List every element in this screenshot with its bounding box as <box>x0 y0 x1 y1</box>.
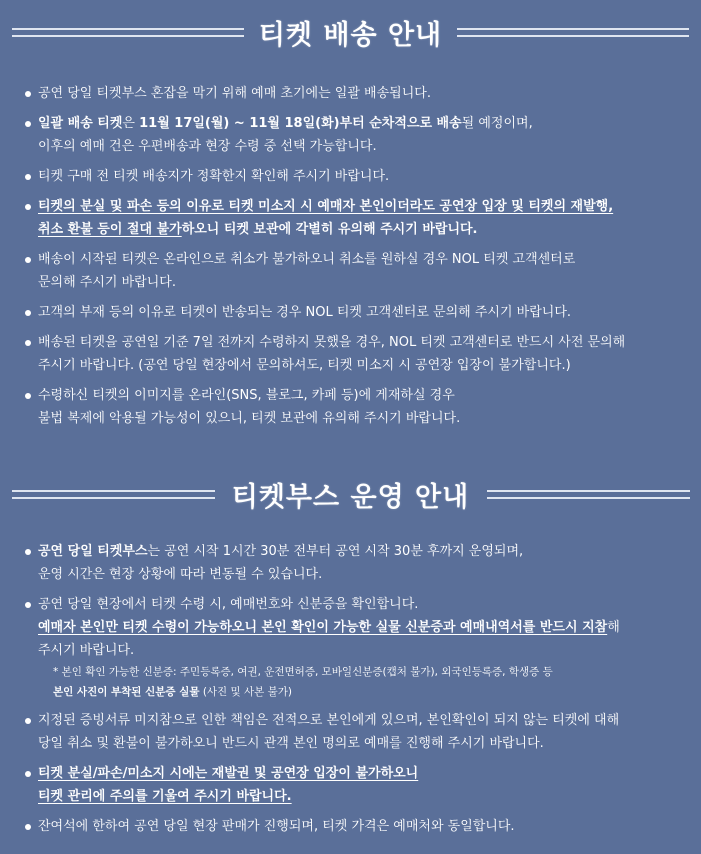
notice-text: 하오니 티켓 보관에 각별히 유의해 주시기 바랍니다. <box>181 222 478 237</box>
notice-text: 티켓 구매 전 티켓 배송지가 정확한지 확인해 주시기 바랍니다. <box>38 169 390 184</box>
notice-line <box>38 354 697 377</box>
notice-item <box>25 112 697 158</box>
notice-line <box>38 815 697 838</box>
notice-line <box>38 540 697 563</box>
header-rule-right <box>487 490 690 499</box>
notice-text: 일괄 배송 티켓 <box>38 116 123 131</box>
notice-line <box>38 732 697 755</box>
bullet-icon <box>25 718 31 724</box>
notice-line <box>38 218 697 241</box>
notice-line <box>38 785 697 808</box>
notice-line <box>38 407 697 430</box>
bullet-icon <box>25 549 31 555</box>
notice-line <box>38 331 697 354</box>
bullet-icon <box>25 91 31 97</box>
delivery-notice-list <box>25 82 697 437</box>
bullet-icon <box>25 824 31 830</box>
bullet-icon <box>25 340 31 346</box>
notice-text: 주시기 바랍니다. <box>38 643 135 658</box>
notice-line <box>38 112 697 135</box>
notice-text: 예매자 본인만 티켓 수령이 가능하오니 본인 확인이 가능한 실물 신분증과 예매내역서를 반드시 지참 <box>38 620 608 635</box>
notice-text: 잔여석에 한하여 공연 당일 현장 판매가 진행되며, 티켓 가격은 예매처와 동일합니다. <box>38 819 515 834</box>
notice-line <box>38 709 697 732</box>
notice-line <box>38 384 697 407</box>
notice-text: 공연 당일 티켓부스 혼잡을 막기 위해 예매 초기에는 일괄 배송됩니다. <box>38 86 431 101</box>
notice-text: 본인 사진이 부착된 신분증 실물 <box>53 686 200 698</box>
notice-line <box>38 135 697 158</box>
notice-text: 티켓의 분실 및 파손 등의 이유로 티켓 미소지 시 예매자 본인이더라도 공연장 입장 및 티켓의 재발행, <box>38 199 614 214</box>
notice-text: 지정된 증빙서류 미지참으로 인한 책임은 전적으로 본인에게 있으며, 본인확인이 되지 않는 티켓에 대해 <box>38 713 620 728</box>
section-header-booth <box>0 474 701 514</box>
notice-line <box>38 593 697 616</box>
notice-item <box>25 593 697 702</box>
id-note-line <box>38 662 697 682</box>
notice-item <box>25 248 697 294</box>
bullet-icon <box>25 602 31 608</box>
notice-item <box>25 331 697 377</box>
notice-text: 이후의 예매 건은 우편배송과 현장 수령 중 선택 가능합니다. <box>38 139 377 154</box>
notice-item <box>25 301 697 324</box>
notice-text: * 본인 확인 가능한 신분증: 주민등록증, 여권, 운전면허증, 모바일신분증(캡처 불가), 외국인등록증, 학생증 등 <box>53 666 553 678</box>
notice-text: 고객의 부재 등의 이유로 티켓이 반송되는 경우 NOL 티켓 고객센터로 문의해 주시기 바랍니다. <box>38 305 572 320</box>
notice-item <box>25 82 697 105</box>
notice-item <box>25 815 697 838</box>
notice-text: 운영 시간은 현장 상황에 따라 변동될 수 있습니다. <box>38 567 323 582</box>
notice-text: 문의해 주시기 바랍니다. <box>38 275 176 290</box>
notice-line <box>38 563 697 586</box>
notice-text: 해 <box>607 620 620 635</box>
id-note-line <box>38 682 697 702</box>
notice-item <box>25 165 697 188</box>
section-title-delivery: 티켓 배송 안내 <box>258 19 443 51</box>
notice-line <box>38 195 697 218</box>
notice-item <box>25 540 697 586</box>
notice-item <box>25 762 697 808</box>
notice-line <box>38 301 697 324</box>
bullet-icon <box>25 174 31 180</box>
bullet-icon <box>25 310 31 316</box>
header-rule-left <box>12 490 215 499</box>
notice-text: 주시기 바랍니다. (공연 당일 현장에서 문의하셔도, 티켓 미소지 시 공연장 입장이 불가합니다.) <box>38 358 571 373</box>
notice-text: 수령하신 티켓의 이미지를 온라인(SNS, 블로그, 카페 등)에 게재하실 경우 <box>38 388 455 403</box>
bullet-icon <box>25 121 31 127</box>
notice-text: 불법 복제에 악용될 가능성이 있으니, 티켓 보관에 유의해 주시기 바랍니다. <box>38 411 461 426</box>
section-header-delivery <box>0 12 701 52</box>
notice-text: 은 <box>122 116 140 131</box>
notice-text: 배송된 티켓을 공연일 기준 7일 전까지 수령하지 못했을 경우, NOL 티켓 고객센터로 반드시 사전 문의해 <box>38 335 626 350</box>
notice-line <box>38 165 697 188</box>
notice-text: 11월 17일(월) ~ 11월 18일(화)부터 순차적으로 배송 <box>139 116 462 131</box>
booth-notice-list <box>25 540 697 845</box>
header-rule-right <box>457 28 689 37</box>
notice-text: 될 예정이며, <box>461 116 533 131</box>
bullet-icon <box>25 257 31 263</box>
bullet-icon <box>25 393 31 399</box>
notice-item <box>25 195 697 241</box>
notice-item <box>25 709 697 755</box>
section-title-booth: 티켓부스 운영 안내 <box>231 481 470 513</box>
notice-line <box>38 639 697 662</box>
notice-text: 는 공연 시작 1시간 30분 전부터 공연 시작 30분 후까지 운영되며, <box>147 544 524 559</box>
bullet-icon <box>25 771 31 777</box>
header-rule-left <box>12 28 244 37</box>
notice-text: 취소 환불 등이 절대 불가 <box>38 222 182 237</box>
notice-line <box>38 248 697 271</box>
notice-text: 티켓 분실/파손/미소지 시에는 재발권 및 공연장 입장이 불가하오니 <box>38 766 419 781</box>
notice-line <box>38 762 697 785</box>
bullet-icon <box>25 204 31 210</box>
notice-line <box>38 271 697 294</box>
notice-text: 배송이 시작된 티켓은 온라인으로 취소가 불가하오니 취소를 원하실 경우 NOL 티켓 고객센터로 <box>38 252 576 267</box>
notice-line <box>38 82 697 105</box>
notice-text: 당일 취소 및 환불이 불가하오니 반드시 관객 본인 명의로 예매를 진행해 주시기 바랍니다. <box>38 736 544 751</box>
notice-line <box>38 616 697 639</box>
notice-text: 공연 당일 티켓부스 <box>38 544 148 559</box>
notice-text: 티켓 관리에 주의를 기울여 주시기 바랍니다. <box>38 789 292 804</box>
notice-text: (사진 및 사본 불가) <box>199 686 293 698</box>
notice-text: 공연 당일 현장에서 티켓 수령 시, 예매번호와 신분증을 확인합니다. <box>38 597 419 612</box>
notice-item <box>25 384 697 430</box>
